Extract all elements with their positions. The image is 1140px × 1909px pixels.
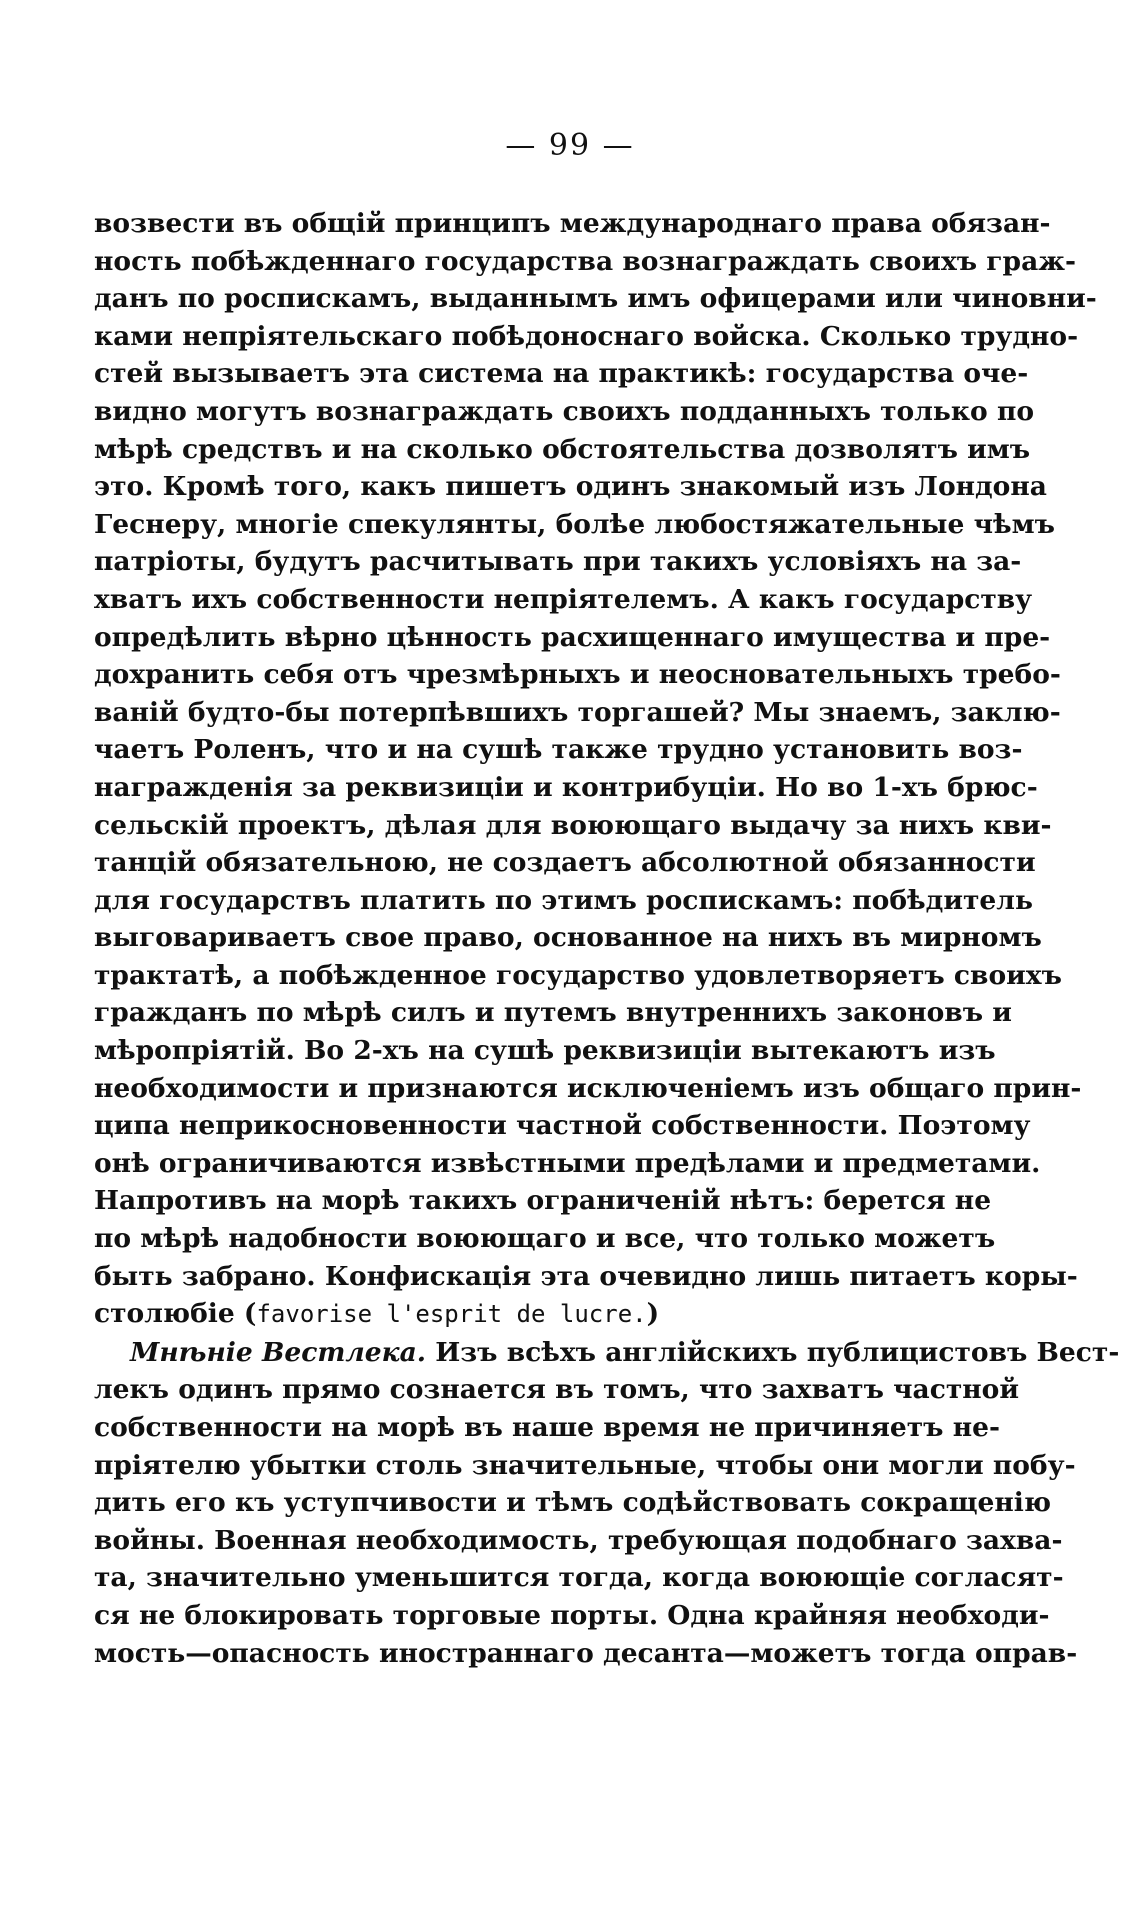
text-line: войны. Военная необходимость, требующая подобнаго захва- bbox=[94, 1524, 1063, 1556]
text-line: ность побѣжденнаго государства вознаграждать своихъ граж- bbox=[94, 245, 1077, 277]
text-line: награжденія за реквизиціи и контрибуціи. Но во 1-хъ брюс- bbox=[94, 771, 1038, 803]
section-heading: Мнѣніе Вестлека. bbox=[130, 1336, 426, 1368]
text-line: патріоты, будутъ расчитывать при такихъ условіяхъ на за- bbox=[94, 546, 1022, 578]
text-line: данъ по роспискамъ, выданнымъ имъ офицерами или чиновни- bbox=[94, 283, 1097, 315]
text-line: по мѣрѣ надобности воюющаго и все, что только можетъ bbox=[94, 1223, 996, 1255]
text-line: гражданъ по мѣрѣ силъ и путемъ внутреннихъ законовъ и bbox=[94, 997, 1012, 1029]
text-line: ваній будто-бы потерпѣвшихъ торгашей? Мы знаемъ, заклю- bbox=[94, 696, 1061, 728]
text-line-last bbox=[94, 1295, 986, 1334]
text-line: видно могутъ вознаграждать своихъ подданныхъ только по bbox=[94, 395, 1035, 427]
text-line: мѣропріятій. Во 2-хъ на сушѣ реквизиціи вытекаютъ изъ bbox=[94, 1035, 996, 1067]
text-line-first bbox=[94, 1334, 1120, 1372]
text-line: пріятелю убытки столь значительные, чтобы они могли побу- bbox=[94, 1449, 1076, 1481]
text-line: трактатѣ, а побѣжденное государство удовлетворяетъ своихъ bbox=[94, 959, 1062, 991]
first-line-rest: Изъ всѣхъ англійскихъ публицистовъ Вест- bbox=[435, 1336, 1120, 1368]
text-line: быть забрано. Конфискація эта очевидно лишь питаетъ коры- bbox=[94, 1260, 1078, 1292]
text-line: собственности на морѣ въ наше время не причиняетъ не- bbox=[94, 1412, 1000, 1443]
last-line-suffix: ) bbox=[646, 1298, 660, 1330]
text-line: для государствъ платить по этимъ роспискамъ: побѣдитель bbox=[94, 884, 1033, 916]
text-line: хватъ ихъ собственности непріятелемъ. А какъ государству bbox=[94, 583, 1033, 615]
text-line: ками непріятельскаго побѣдоноснаго войска. Сколько трудно- bbox=[94, 320, 1079, 352]
page-number: — 99 — bbox=[505, 128, 635, 163]
text-line: ся не блокировать торговые порты. Одна крайняя необходи- bbox=[94, 1599, 1050, 1631]
text-line: чаетъ Роленъ, что и на сушѣ также трудно установить воз- bbox=[94, 734, 1023, 766]
latin-quote: favorise l'esprit de lucre. bbox=[256, 1300, 647, 1329]
text-line: это. Кромѣ того, какъ пишетъ одинъ знакомый изъ Лондона bbox=[94, 471, 1047, 503]
paragraph-2 bbox=[94, 1334, 1120, 1672]
text-line: мость—опасность иностраннаго десанта—можетъ тогда оправ- bbox=[94, 1637, 1078, 1669]
text-line: опредѣлить вѣрно цѣнность расхищеннаго имущества и пре- bbox=[94, 621, 1051, 653]
paragraph-1 bbox=[94, 205, 1097, 1334]
text-line: сельскій проектъ, дѣлая для воюющаго выдачу за нихъ кви- bbox=[94, 809, 1052, 841]
text-line: танцій обязательною, не создаетъ абсолютной обязанности bbox=[94, 847, 1036, 879]
text-line: возвести въ общій принципъ международнаго права обязан- bbox=[94, 208, 1051, 239]
text-line: необходимости и признаются исключеніемъ изъ общаго прин- bbox=[94, 1072, 1082, 1104]
text-line: Напротивъ на морѣ такихъ ограниченій нѣтъ: берется не bbox=[94, 1185, 992, 1217]
last-line-prefix: столюбіе ( bbox=[94, 1298, 257, 1330]
text-line: дить его къ уступчивости и тѣмъ содѣйствовать сокращенію bbox=[94, 1487, 1052, 1519]
text-line: лекъ одинъ прямо сознается въ томъ, что захватъ частной bbox=[94, 1374, 1019, 1406]
text-line: та, значительно уменьшится тогда, когда воюющіе согласят- bbox=[94, 1562, 1064, 1594]
text-line: онѣ ограничиваются извѣстными предѣлами и предметами. bbox=[94, 1147, 1041, 1179]
text-line: выговариваетъ свое право, основанное на нихъ въ мирномъ bbox=[94, 922, 1042, 954]
text-line: ципа неприкосновенности частной собственности. Поэтому bbox=[94, 1110, 1031, 1142]
text-line: мѣрѣ средствъ и на сколько обстоятельства дозволятъ имъ bbox=[94, 433, 1031, 465]
text-line: Геснеру, многіе спекулянты, болѣе любостяжательные чѣмъ bbox=[94, 508, 1055, 540]
text-line: стей вызываетъ эта система на практикѣ: государства оче- bbox=[94, 358, 1029, 390]
body-text bbox=[94, 205, 1120, 1672]
text-line: дохранить себя отъ чрезмѣрныхъ и неосновательныхъ требо- bbox=[94, 659, 1061, 691]
